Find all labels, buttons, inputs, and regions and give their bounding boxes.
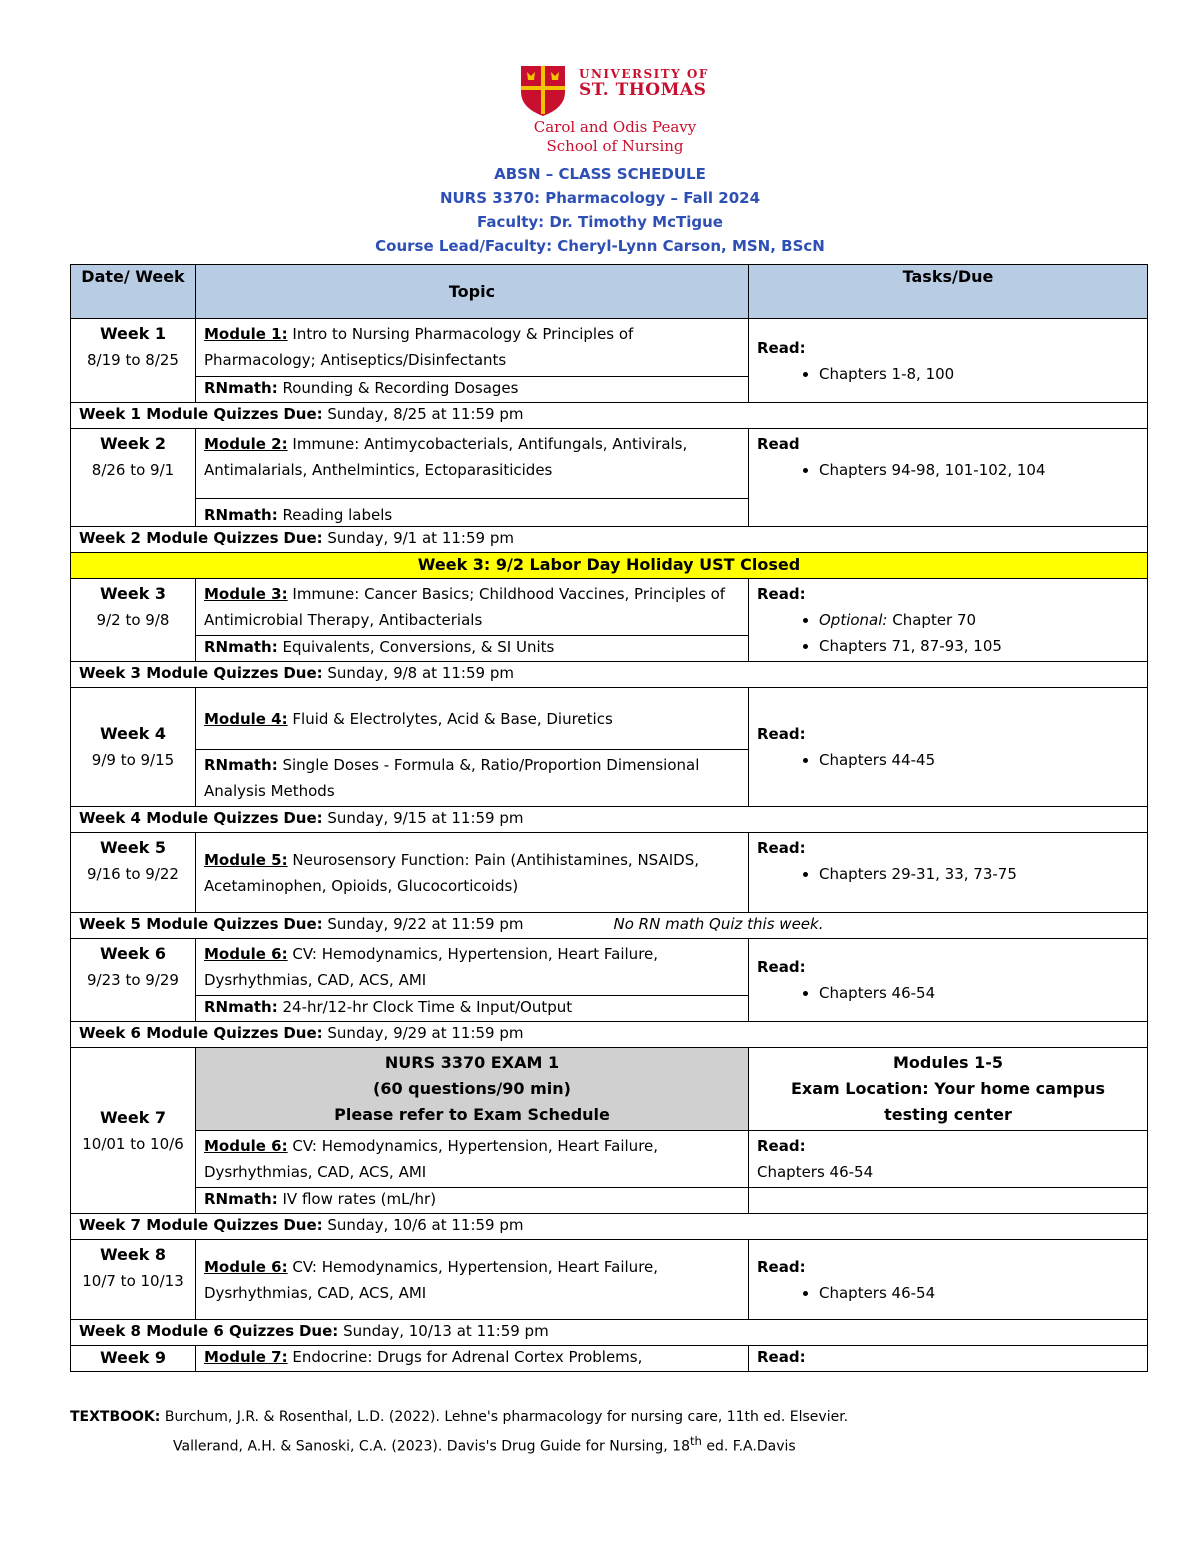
quiz-note: No RN math Quiz this week. (613, 915, 824, 933)
list-item: • Chapters 94-98, 101-102, 104 (819, 457, 1139, 483)
table-row (71, 939, 1148, 996)
university-line1: UNIVERSITY OF (579, 67, 709, 81)
quiz-label: Week 3 Module Quizzes (79, 664, 279, 682)
topic-cell (196, 1131, 749, 1188)
quiz-cell (71, 662, 1148, 688)
col-header-tasks: Tasks/Due (749, 265, 1148, 319)
table-row (71, 1188, 1148, 1214)
quiz-row (71, 1214, 1148, 1240)
tasks-cell (749, 579, 1148, 662)
due-label: Due: (283, 1024, 323, 1042)
topic-cell (196, 1346, 749, 1372)
due-label: Due: (283, 529, 323, 547)
week-name: Week 1 (99, 324, 167, 343)
module-topic: CV: Hemodynamics, Hypertension, Heart Failure, Dysrhythmias, CAD, ACS, AMI (204, 1137, 659, 1181)
table-header-row (71, 265, 1148, 319)
list-item: • Chapters 29-31, 33, 73-75 (819, 861, 1139, 887)
table-row (71, 1048, 1148, 1131)
textbook-2a: Vallerand, A.H. & Sanoski, C.A. (2023). Davis's Drug Guide for Nursing, 18 (173, 1438, 690, 1455)
topic-cell (196, 833, 749, 913)
quiz-due: Sunday, 9/1 at 11:59 pm (322, 529, 514, 547)
quiz-due: Sunday, 10/6 at 11:59 pm (322, 1216, 524, 1234)
quiz-row (71, 403, 1148, 429)
textbook-line-2 (70, 1429, 848, 1459)
module-topic: Neurosensory Function: Pain (Antihistamines, NSAIDS, Acetaminophen, Opioids, Glucocorticoids) (204, 850, 699, 895)
list-item: • Chapters 46-54 (819, 980, 1139, 1006)
rnmath-label: RNmath: (204, 756, 278, 774)
due-label: Due: (298, 1322, 339, 1340)
exam-title: NURS 3370 EXAM 1 (384, 1053, 560, 1072)
module-label: Module 2: (204, 435, 288, 453)
rnmath-cell (196, 996, 749, 1022)
optional-reading: Chapter 70 (887, 611, 977, 629)
topic-cell (196, 688, 749, 750)
school-name (515, 118, 715, 156)
module-label: Module 5: (204, 850, 288, 869)
week-name: Week 6 (99, 944, 167, 963)
quiz-cell (71, 1022, 1148, 1048)
exam-location: Exam Location: Your home campus testing center (791, 1079, 1105, 1124)
quiz-row (71, 913, 1148, 939)
read-text: Chapters 46-54 (757, 1163, 874, 1181)
module-topic: CV: Hemodynamics, Hypertension, Heart Failure, Dysrhythmias, CAD, ACS, AMI (204, 1257, 659, 1302)
due-label: Due: (283, 1216, 323, 1234)
week-name: Week 8 (99, 1245, 167, 1264)
read-label: Read: (757, 1137, 806, 1155)
quiz-cell (71, 1320, 1148, 1346)
rnmath-topic: IV flow rates (mL/hr) (277, 1190, 437, 1208)
exam-modules: Modules 1-5 (892, 1053, 1004, 1072)
faculty-line: Faculty: Dr. Timothy McTigue (477, 213, 723, 231)
module-label: Module 6: (204, 1137, 288, 1155)
textbook-line-1 (70, 1405, 848, 1429)
rnmath-topic: Single Doses - Formula &, Ratio/Proportion Dimensional Analysis Methods (204, 756, 700, 800)
quiz-cell (71, 527, 1148, 553)
topic-cell (196, 319, 749, 377)
col-header-date: Date/ Week (71, 265, 196, 319)
quiz-label: Week 6 Module Quizzes (79, 1024, 279, 1042)
quiz-due: Sunday, 9/15 at 11:59 pm (322, 809, 524, 827)
quiz-row (71, 1022, 1148, 1048)
quiz-cell (71, 403, 1148, 429)
week-cell (71, 833, 196, 913)
module-topic: Immune: Antimycobacterials, Antifungals, Antivirals, Antimalarials, Anthelmintics, Ectoparasiticides (204, 435, 688, 479)
module-topic: Fluid & Electrolytes, Acid & Base, Diuretics (287, 709, 613, 728)
table-row (71, 833, 1148, 913)
quiz-row (71, 807, 1148, 833)
table-row (71, 319, 1148, 377)
quiz-label: Week 4 Module Quizzes (79, 809, 279, 827)
rnmath-topic: Rounding & Recording Dosages (277, 379, 519, 397)
read-label: Read: (757, 958, 806, 976)
quiz-due: Sunday, 8/25 at 11:59 pm (322, 405, 524, 423)
week-cell (71, 319, 196, 403)
schedule-table (70, 264, 1148, 1372)
rnmath-label: RNmath: (204, 998, 278, 1016)
tasks-cell (749, 319, 1148, 403)
rnmath-cell (196, 1188, 749, 1214)
quiz-due: Sunday, 10/13 at 11:59 pm (338, 1322, 549, 1340)
quiz-row (71, 527, 1148, 553)
due-label: Due: (283, 915, 323, 933)
quiz-label: Week 2 Module Quizzes (79, 529, 279, 547)
crest-icon (515, 62, 571, 118)
rnmath-cell (196, 636, 749, 662)
tasks-cell (749, 688, 1148, 807)
textbook-footer (70, 1405, 848, 1459)
module-label: Module 1: (204, 325, 288, 343)
module-topic: Endocrine: Drugs for Adrenal Cortex Problems, (287, 1348, 643, 1366)
tasks-cell (749, 429, 1148, 527)
week-dates: 8/26 to 9/1 (91, 461, 175, 479)
course-title: NURS 3370: Pharmacology – Fall 2024 (439, 189, 761, 207)
list-item: • Chapters 46-54 (819, 1280, 1139, 1306)
read-label: Read: (757, 725, 806, 743)
quiz-due: Sunday, 9/8 at 11:59 pm (322, 664, 514, 682)
week-dates: 9/23 to 9/29 (87, 971, 179, 989)
quiz-cell (71, 1214, 1148, 1240)
list-item: • Chapters 71, 87-93, 105 (819, 633, 1139, 659)
week-name: Week 5 (99, 838, 167, 857)
table-row (71, 1346, 1148, 1372)
quiz-label: Week 5 Module Quizzes (79, 915, 279, 933)
textbook-1: Burchum, J.R. & Rosenthal, L.D. (2022). Lehne's pharmacology for nursing care, 11th ed. Elsevier. (160, 1409, 849, 1425)
holiday-cell: Week 3: 9/2 Labor Day Holiday UST Closed (71, 553, 1148, 579)
topic-cell (196, 579, 749, 636)
due-label: Due: (283, 405, 323, 423)
table-row (71, 429, 1148, 499)
exam-length: (60 questions/90 min) (373, 1079, 571, 1098)
week-dates: 8/19 to 8/25 (87, 351, 179, 369)
quiz-due: Sunday, 9/22 at 11:59 pm (322, 915, 524, 933)
module-topic: Intro to Nursing Pharmacology & Principles of Pharmacology; Antiseptics/Disinfectants (204, 325, 634, 369)
quiz-row (71, 662, 1148, 688)
tasks-cell-empty (749, 1188, 1148, 1214)
optional-label: Optional: (819, 611, 888, 629)
rnmath-cell (196, 499, 749, 527)
week-cell (71, 1240, 196, 1320)
tasks-cell (749, 939, 1148, 1022)
rnmath-cell (196, 750, 749, 807)
week-name: Week 9 (99, 1348, 167, 1367)
topic-cell (196, 1240, 749, 1320)
week-cell (71, 1048, 196, 1214)
week-cell (71, 1346, 196, 1372)
module-label: Module 7: (204, 1348, 288, 1366)
table-row (71, 579, 1148, 636)
tasks-cell (749, 1240, 1148, 1320)
table-row (71, 1131, 1148, 1188)
read-label: Read: (757, 338, 806, 357)
exam-schedule-note: Please refer to Exam Schedule (334, 1105, 610, 1124)
exam-info-cell (749, 1048, 1148, 1131)
quiz-due: Sunday, 9/29 at 11:59 pm (322, 1024, 524, 1042)
quiz-label: Week 1 Module Quizzes (79, 405, 279, 423)
week-cell (71, 688, 196, 807)
rnmath-label: RNmath: (204, 1190, 278, 1208)
read-label: Read: (757, 1257, 806, 1276)
week-dates: 9/2 to 9/8 (96, 611, 170, 629)
university-line2: ST. THOMAS (579, 80, 707, 100)
read-label: Read: (757, 1348, 806, 1366)
rnmath-cell (196, 377, 749, 403)
quiz-row (71, 1320, 1148, 1346)
module-label: Module 4: (204, 709, 288, 728)
textbook-label: TEXTBOOK: (70, 1409, 161, 1425)
module-topic: CV: Hemodynamics, Hypertension, Heart Failure, Dysrhythmias, CAD, ACS, AMI (204, 945, 659, 989)
week-dates: 9/9 to 9/15 (91, 751, 175, 769)
due-label: Due: (283, 809, 323, 827)
tasks-cell (749, 1131, 1148, 1188)
rnmath-topic: 24-hr/12-hr Clock Time & Input/Output (277, 998, 573, 1016)
rnmath-topic: Equivalents, Conversions, & SI Units (277, 638, 555, 656)
textbook-2-sup: th (689, 1434, 702, 1448)
week-name: Week 7 (99, 1107, 167, 1127)
university-name (579, 68, 709, 99)
exam-cell (196, 1048, 749, 1131)
document-header (0, 162, 1200, 258)
week-cell (71, 939, 196, 1022)
col-header-topic: Topic (196, 265, 749, 319)
school-line1: Carol and Odis Peavy (533, 118, 697, 136)
module-label: Module 6: (204, 1257, 288, 1276)
week-dates: 10/01 to 10/6 (82, 1134, 184, 1153)
course-lead-line: Course Lead/Faculty: Cheryl-Lynn Carson, MSN, BScN (375, 237, 825, 255)
topic-cell (196, 429, 749, 499)
list-item (819, 607, 1139, 633)
module-label: Module 6: (204, 945, 288, 963)
tasks-cell (749, 833, 1148, 913)
week-name: Week 3 (99, 584, 167, 603)
week-cell (71, 429, 196, 527)
school-line2: School of Nursing (546, 137, 684, 155)
quiz-label: Week 8 Module 6 Quizzes (79, 1322, 295, 1340)
read-label: Read: (757, 585, 806, 603)
module-label: Module 3: (204, 585, 288, 603)
quiz-label: Week 7 Module Quizzes (79, 1216, 279, 1234)
week-name: Week 4 (99, 724, 167, 743)
quiz-cell (71, 807, 1148, 833)
university-logo (515, 62, 715, 156)
week-dates: 9/16 to 9/22 (87, 865, 179, 883)
read-label: Read: (757, 839, 806, 857)
list-item: • Chapters 44-45 (819, 747, 1139, 773)
week-cell (71, 579, 196, 662)
rnmath-label: RNmath: (204, 506, 278, 524)
rnmath-topic: Reading labels (277, 506, 393, 524)
week-dates: 10/7 to 10/13 (82, 1272, 184, 1290)
list-item: • Chapters 1-8, 100 (819, 361, 1139, 387)
module-topic: Immune: Cancer Basics; Childhood Vaccines, Principles of Antimicrobial Therapy, Antibacterials (204, 585, 726, 629)
tasks-cell (749, 1346, 1148, 1372)
schedule-title: ABSN – CLASS SCHEDULE (494, 165, 706, 183)
holiday-row (71, 553, 1148, 579)
rnmath-label: RNmath: (204, 638, 278, 656)
table-row (71, 688, 1148, 750)
read-label: Read (757, 435, 800, 453)
quiz-cell (71, 913, 1148, 939)
textbook-2b: ed. F.A.Davis (701, 1438, 796, 1455)
topic-cell (196, 939, 749, 996)
due-label: Due: (283, 664, 323, 682)
rnmath-label: RNmath: (204, 379, 278, 397)
week-name: Week 2 (99, 434, 167, 453)
table-row (71, 1240, 1148, 1320)
